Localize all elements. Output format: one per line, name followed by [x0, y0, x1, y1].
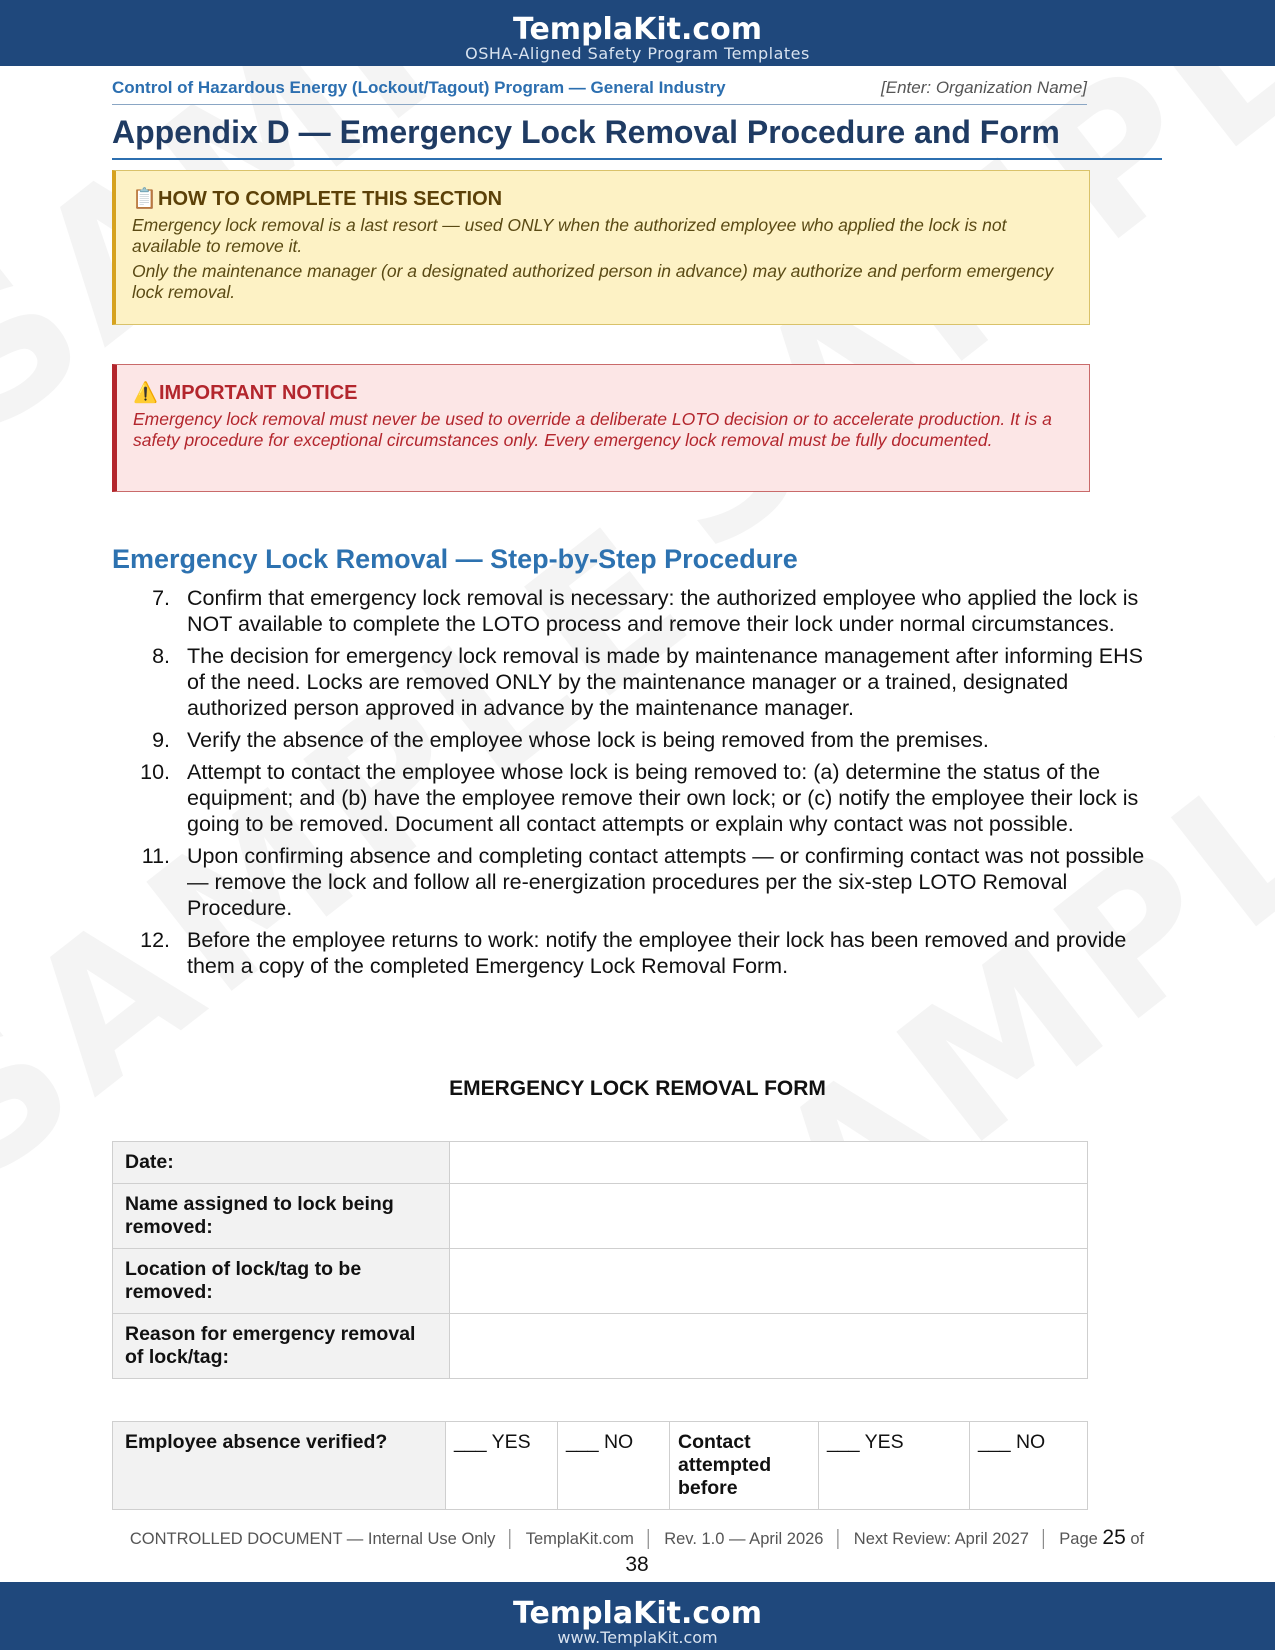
date-field[interactable] — [450, 1142, 1088, 1184]
procedure-steps — [112, 585, 1162, 985]
page-title: Appendix D — Emergency Lock Removal Procedure and Form — [112, 110, 1162, 160]
emergency-lock-removal-form — [112, 1141, 1088, 1379]
form-label: Date: — [113, 1142, 450, 1184]
bottom-banner — [0, 1582, 1275, 1650]
procedure-step — [112, 927, 1162, 979]
form-label: Location of lock/tag to be removed: — [113, 1249, 450, 1314]
contact-attempted-label: Contact attempted before — [670, 1422, 819, 1510]
form-title: EMERGENCY LOCK REMOVAL FORM — [449, 1077, 826, 1100]
howto-heading: HOW TO COMPLETE THIS SECTION — [158, 188, 503, 210]
form-row — [113, 1314, 1088, 1379]
howto-paragraph: Emergency lock removal is a last resort — used ONLY when the authorized employee who applied the lock is not available to remove it. — [132, 215, 1007, 256]
procedure-step — [112, 727, 1162, 753]
step-text: Confirm that emergency lock removal is necessary: the authorized employee who applied the lock is NOT available to complete the LOTO process and remove their lock under normal circumstances. — [187, 586, 1139, 636]
contact-no-option[interactable]: ___ NO — [970, 1422, 1088, 1510]
important-notice-callout — [112, 364, 1090, 492]
form-row — [113, 1249, 1088, 1314]
procedure-step — [112, 585, 1162, 637]
absence-yes-option[interactable]: ___ YES — [446, 1422, 558, 1510]
procedure-step — [112, 643, 1162, 721]
document-footer: CONTROLLED DOCUMENT — Internal Use Only │ TemplaKit.com │ Rev. 1.0 — April 2026 │ Next Review: April 2027 │ Page 25 of 38 — [129, 1526, 1145, 1576]
banner-title: TemplaKit.com — [512, 12, 762, 47]
of-label: of — [1130, 1530, 1145, 1548]
verification-table — [112, 1421, 1088, 1510]
procedure-step — [112, 843, 1162, 921]
step-text: Upon confirming absence and completing contact attempts — or confirming contact was not possible — remove the lock and follow all re-energization procedures per the six-step LOTO Removal Procedure. — [187, 844, 1145, 920]
program-title: Control of Hazardous Energy (Lockout/Tagout) Program — General Industry — [112, 78, 726, 97]
bottom-banner-title: TemplaKit.com — [512, 1596, 762, 1631]
verification-row — [113, 1422, 1088, 1510]
step-number: 12. — [140, 928, 170, 952]
page-number: 25 — [1102, 1526, 1126, 1549]
warning-icon: ⚠️ — [133, 382, 158, 404]
howto-paragraph: Only the maintenance manager (or a designated authorized person in advance) may authorize and perform emergency lock removal. — [132, 261, 1054, 302]
top-banner — [0, 0, 1275, 66]
next-review: Next Review: April 2027 — [853, 1530, 1029, 1548]
important-text: Emergency lock removal must never be used to override a deliberate LOTO decision or to accelerate production. It is a safety procedure for exceptional circumstances only. Every emergency lock removal must be fully documented. — [133, 409, 1052, 450]
footer-site: TemplaKit.com — [525, 1530, 634, 1548]
form-label: Reason for emergency removal of lock/tag: — [113, 1314, 450, 1379]
page-label: Page — [1059, 1530, 1098, 1548]
banner-subtitle: OSHA-Aligned Safety Program Templates — [465, 44, 810, 63]
absence-verified-label: Employee absence verified? — [113, 1422, 446, 1510]
step-number: 9. — [152, 728, 170, 752]
organization-name-placeholder: [Enter: Organization Name] — [881, 78, 1087, 97]
running-header — [112, 76, 1087, 105]
step-number: 8. — [152, 644, 170, 668]
step-text: Verify the absence of the employee whose lock is being removed from the premises. — [187, 728, 989, 752]
revision: Rev. 1.0 — April 2026 — [664, 1530, 824, 1548]
lock-owner-name-field[interactable] — [450, 1184, 1088, 1249]
step-text: The decision for emergency lock removal is made by maintenance management after informing EHS of the need. Locks are removed ONLY by the maintenance manager or a trained, designated authorized person approved in advance by the maintenance manager. — [187, 644, 1144, 720]
important-heading: IMPORTANT NOTICE — [159, 382, 358, 404]
step-number: 7. — [152, 586, 170, 610]
total-pages: 38 — [625, 1553, 649, 1576]
clipboard-icon: 📋 — [132, 188, 157, 210]
bottom-banner-url[interactable]: www.TemplaKit.com — [557, 1628, 718, 1647]
form-label: Name assigned to lock being removed: — [113, 1184, 450, 1249]
step-number: 11. — [141, 844, 170, 868]
form-row — [113, 1184, 1088, 1249]
lock-location-field[interactable] — [450, 1249, 1088, 1314]
form-row — [113, 1142, 1088, 1184]
step-text: Before the employee returns to work: notify the employee their lock has been removed and provide them a copy of the completed Emergency Lock Removal Form. — [187, 928, 1127, 978]
step-number: 10. — [140, 760, 170, 784]
step-text: Attempt to contact the employee whose lock is being removed to: (a) determine the status of the equipment; and (b) have the employee remove their own lock; or (c) notify the employee their lock is going to be removed. Document all contact attempts or explain why contact was not possible. — [187, 760, 1139, 836]
absence-no-option[interactable]: ___ NO — [558, 1422, 670, 1510]
removal-reason-field[interactable] — [450, 1314, 1088, 1379]
procedure-heading: Emergency Lock Removal — Step-by-Step Procedure — [112, 544, 798, 574]
howto-callout — [112, 170, 1090, 325]
procedure-step — [112, 759, 1162, 837]
contact-yes-option[interactable]: ___ YES — [819, 1422, 970, 1510]
controlled-notice: CONTROLLED DOCUMENT — Internal Use Only — [129, 1530, 496, 1548]
